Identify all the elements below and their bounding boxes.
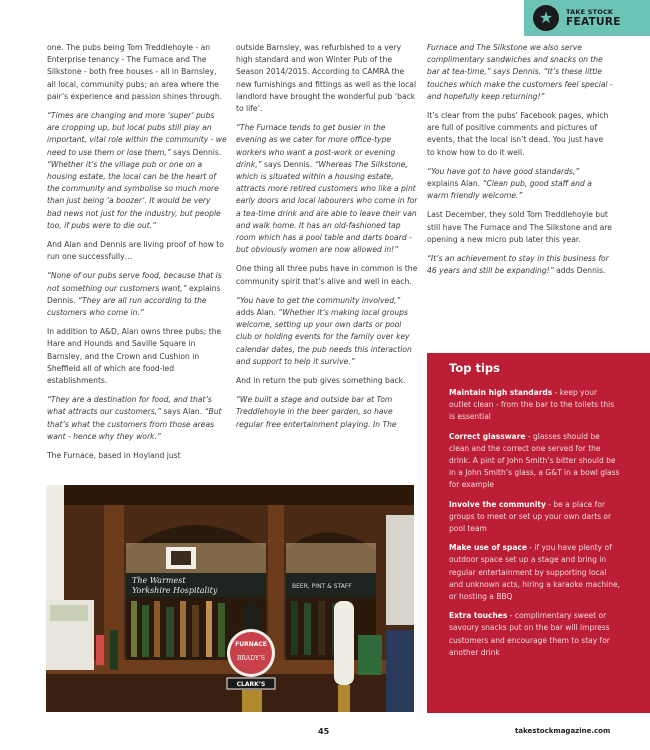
chalkboard-sign: The Warmest Yorkshire Hospitality — [132, 576, 218, 595]
quote-text: “Whether it’s making local groups welcome, setting up your own darts or pool club or holding events for the family over key calendar dates, the pub needs this interaction and support to help it survive.” — [236, 308, 412, 366]
article-paragraph — [427, 42, 613, 103]
pump-clip-mid: BRADY’S — [236, 655, 266, 662]
quote-text: “They are a destination for food, and that’s what attracts our customers,” — [47, 395, 212, 417]
article-paragraph: Last December, they sold Tom Treddlehoyle but still have The Furnace and The Silkstone and are opening a new micro pub later this year. — [427, 210, 612, 244]
tip-item — [449, 499, 621, 536]
article-paragraph — [236, 122, 418, 256]
pump-clip-bottom: CLARK’S — [236, 681, 266, 688]
tip-body: - if you have plenty of outdoor space set up a stage and bring in regular entertainment by supporting local and unknown acts, hiring a karaoke machine, or hosting a BBQ — [449, 543, 620, 602]
article-paragraph — [236, 295, 418, 368]
article-paragraph: One thing all three pubs have in common is the community spirit that’s alive and well in each. — [236, 264, 418, 286]
quote-text: “Whereas The Silkstone, which is situated within a housing estate, attracts more retired customers who like a pint early doors and local labourers who come in for a tea-time drink and are able to leave their van and walk home. It has an old-fashioned tap room which has a pool table and darts board - but obviously women are now allowed in!” — [236, 159, 418, 255]
tip-item — [449, 387, 621, 424]
bar-photo — [46, 485, 414, 712]
tip-body: - be a place for groups to meet or set up your own darts or pool team — [449, 499, 612, 534]
tip-heading: Maintain high standards — [449, 388, 553, 397]
badge-line1: TAKE STOCK — [566, 8, 614, 16]
quote-text: “But that’s what the customers from those areas want - hence why they work.” — [47, 407, 222, 441]
quote-text: “None of our pubs serve food, because that is not something our customers want,” — [47, 271, 222, 293]
quote-text: Furnace and The Silkstone we also serve complimentary sandwiches and snacks on the bar at tea-time,” says Dennis. “It’s these little touches which make the customers feel special - and hopefully keep returning!” — [427, 43, 613, 101]
article-paragraph: And Alan and Dennis are living proof of how to run one successfully… — [47, 240, 224, 262]
article-paragraph: In addition to A&D, Alan owns three pubs; the Hare and Hounds and Saville Square in Barnsley, and the Crown and Cushion in Sheffield all of which are food-led establishments. — [47, 327, 222, 386]
tip-heading: Correct glassware — [449, 431, 526, 441]
article-paragraph — [47, 110, 227, 232]
tip-item — [449, 610, 621, 659]
tip-body: - complimentary sweet or savoury snacks put on the bar will impress customers and encourage them to stay for another drink — [449, 611, 610, 657]
body-text: says Dennis. — [170, 147, 222, 157]
body-text: explains Dennis. — [47, 283, 221, 305]
quote-text: “Clean pub, good staff and a warm friendly welcome.” — [427, 179, 592, 201]
quote-text: “It’s an achievement to stay in this business for 46 years and still be expanding!” — [427, 254, 609, 276]
bar-photo-illustration — [46, 485, 414, 712]
article-column-2 — [236, 42, 418, 438]
pump-clip-top: FURNACE — [235, 641, 267, 648]
article-paragraph — [47, 394, 227, 443]
tip-body: - keep your outlet clean - from the bar to the toilets this is essential — [449, 388, 615, 422]
quote-text: “They are all run according to the customers who come in.” — [47, 295, 207, 318]
top-tips-box — [427, 353, 650, 713]
star-icon: ★ — [533, 5, 559, 31]
body-text: says Alan. — [161, 407, 205, 417]
top-tips-title: Top tips — [449, 361, 500, 375]
top-tips-list — [449, 387, 621, 666]
quote-text: “Times are changing and more ‘super’ pubs are cropping up, but local pubs still play an important, vital role within the community - we need to use them or lose them,” — [47, 111, 227, 157]
article-paragraph: The Furnace, based in Hoyland just — [47, 451, 181, 461]
article-paragraph — [427, 253, 613, 277]
website-url: takestockmagazine.com — [515, 727, 611, 735]
quote-text: “You have to get the community involved,” — [236, 295, 401, 305]
quote-text: “The Furnace tends to get busier in the evening as we cater for more office-type workers who want a post-work or evening drink,” — [236, 123, 396, 169]
article-paragraph: It’s clear from the pubs’ Facebook pages, which are full of positive comments and pictures of events, that the local isn’t dead. You just have to know how to do it well. — [427, 111, 609, 157]
tip-heading: Make use of space — [449, 543, 527, 553]
article-paragraph: one. The pubs being Tom Treddlehoyle - an Enterprise tenancy - The Furnace and The Silkstone - both free houses - all in Barnsley, all local, community pubs; an area where the pair’s experience and passion shines through. — [47, 43, 223, 101]
quote-text: “You have got to have good standards,” — [427, 166, 580, 176]
quote-text: “Whether it’s the village pub or one on a housing estate, the local can be the heart of the community and symbolise so much more than just being ‘a boozer’. It would be very bad news not just for the industry, but people too, if pubs were to die out.” — [47, 159, 221, 230]
article-paragraph — [47, 270, 227, 319]
badge-line2: FEATURE — [566, 15, 621, 28]
tip-heading: Extra touches — [449, 611, 508, 621]
badge-label — [566, 9, 621, 27]
tip-heading: Involve the community — [449, 499, 546, 509]
page-number: 45 — [318, 727, 330, 736]
article-paragraph: outside Barnsley, was refurbished to a very high standard and won Winter Pub of the Season 2014/2015. According to CAMRA the new furnishings and fittings as well as the local landlord have brought the wonderful pub ‘back to life’. — [236, 43, 417, 114]
article-column-3 — [427, 42, 613, 284]
small-board-sign: BEER, PINT & STAFF — [292, 583, 352, 590]
body-text: explains Alan. — [427, 179, 483, 189]
article-paragraph — [236, 394, 418, 431]
tip-body: - glasses should be clean and the correct one served for the drink. A pint of John Smith’s bitter should be in a John Smith’s glass, a G&T in a bowl glass for example — [449, 431, 620, 490]
quote-text: “We built a stage and outside bar at Tom Treddlehoyle in the beer garden, so have regular free entertainment playing. In The — [236, 395, 397, 429]
article-paragraph — [427, 166, 613, 203]
body-text: adds Alan. — [236, 308, 279, 318]
article-paragraph: And in return the pub gives something back. — [236, 376, 406, 386]
tip-item — [449, 542, 621, 603]
body-text: says Dennis. — [261, 159, 315, 169]
tip-item — [449, 431, 621, 492]
article-column-1 — [47, 42, 227, 469]
section-badge — [524, 0, 650, 36]
body-text: adds Dennis. — [553, 266, 606, 276]
